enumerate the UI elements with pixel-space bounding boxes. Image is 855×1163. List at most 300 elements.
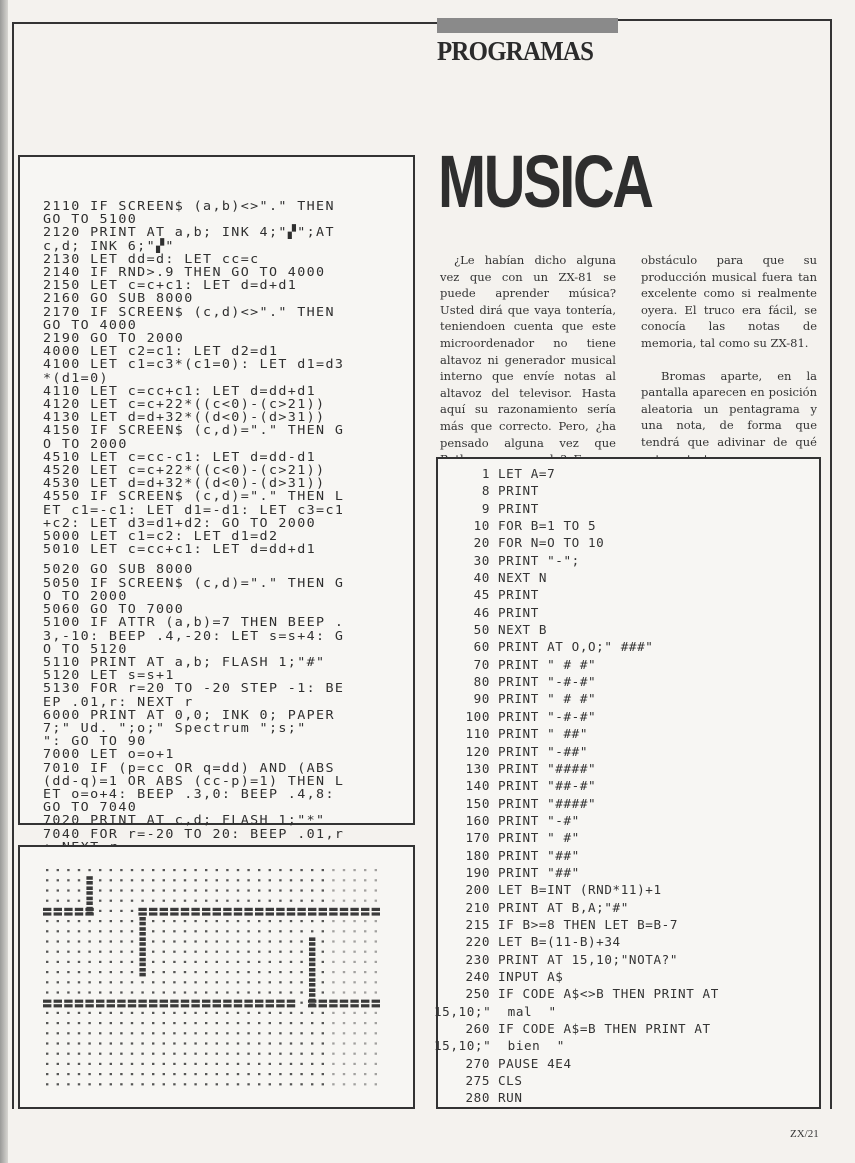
screen-dot [131,889,133,891]
screen-dot [152,920,154,922]
screen-dot [131,1032,133,1034]
staff-line-block [43,908,94,916]
wall-block [139,932,145,936]
screen-dot [46,1032,48,1034]
screen-dot [300,1012,302,1014]
screen-dot [322,900,324,902]
screen-dot [205,1053,207,1055]
screen-dot [78,889,80,891]
line-code: PRINT "##" [498,847,580,863]
screen-dot [216,869,218,871]
screen-dot [194,1012,196,1014]
screen-dot [247,1073,249,1075]
screen-dot [322,1053,324,1055]
line-number: 1 [481,466,490,481]
line-number: 10 [473,518,490,534]
wall-block [309,937,315,941]
code-line: 5130 FOR r=20 TO -20 STEP -1: BE [43,680,345,696]
screen-dot [120,1022,122,1024]
screen-dot [99,889,101,891]
wall-block [96,1000,104,1003]
code-line [454,812,719,829]
screen-dot [343,889,345,891]
wall-block [244,912,252,915]
screen-dot [78,1083,80,1085]
line-number: 40 [473,570,490,586]
screen-dot [152,930,154,932]
screen-dot [46,1022,48,1024]
screen-dot [258,1042,260,1044]
screen-dot [343,1012,345,1014]
screen-dot [120,920,122,922]
screen-dot [237,930,239,932]
line-number: 8 [481,483,490,499]
screen-dot [120,900,122,902]
screen-dot [163,991,165,993]
spectrum-code-listing [43,199,344,906]
line-number: 230 [465,951,490,967]
screen-dot [247,961,249,963]
wall-block [309,952,315,956]
code-line: 7000 LET o=o+1 [43,746,175,762]
screen-dot [141,1083,143,1085]
code-line: O TO 2000 [43,587,128,603]
screen-dot [332,961,334,963]
screen-dot [290,971,292,973]
screen-dot [364,951,366,953]
line-number: 250 [465,986,490,1002]
page-number: ZX/21 [790,1128,819,1140]
wall-block [255,1000,263,1003]
screen-dot [311,1032,313,1034]
code-line [454,708,719,725]
screen-dot [343,1022,345,1024]
screen-dot [247,900,249,902]
screen-dot [226,1083,228,1085]
screen-dot [78,940,80,942]
screen-dot [88,1063,90,1065]
screen-dot [332,889,334,891]
screen-dot [110,869,112,871]
screen-dot [332,1083,334,1085]
screen-dot [163,1073,165,1075]
screen-dot [226,1022,228,1024]
wall-block [234,912,242,915]
screen-dot [375,940,377,942]
screen-dot [311,1083,313,1085]
screen-dot [258,900,260,902]
code-line: 6000 PRINT AT 0,0; INK 0; PAPER [43,706,335,722]
screen-dot [237,1053,239,1055]
screen-dot [194,951,196,953]
screen-dot [78,1032,80,1034]
code-line: 2150 LET c=c+c1: LET d=d+d1 [43,277,298,293]
screen-dot [343,1063,345,1065]
screen-dot [46,889,48,891]
article-paragraph: Bromas aparte, en la pantalla aparecen en posición aleatoria un pentagrama y una nota, de forma que tendrá que adivinar de qué [641,368,817,449]
line-code: PRINT "-#" [498,812,580,828]
screen-dot [184,991,186,993]
screen-dot [131,900,133,902]
screen-dot [311,920,313,922]
screen-dot [46,1042,48,1044]
screen-dot [353,991,355,993]
screen-dot [364,1083,366,1085]
screen-dot [364,961,366,963]
zx81-code-listing [434,465,719,1107]
screen-dot [152,900,154,902]
screen-dot [322,930,324,932]
screen-dot [300,1022,302,1024]
code-line: 2170 IF SCREEN$ (c,d)<>"." THEN [43,303,335,319]
screen-dot [343,940,345,942]
screen-dot [311,889,313,891]
screen-dot [258,940,260,942]
screen-dot [300,869,302,871]
screen-dot [375,1053,377,1055]
screen-dot [110,1073,112,1075]
article-paragraph: obstáculo para que su producción musical fuera tan excelente como si realmente oyera. El truco era fácil, se conocía las notas de memoria, tal como su ZX-81. [641,253,817,350]
wall-block [213,912,221,915]
screen-dot [152,1073,154,1075]
screen-dot [216,1063,218,1065]
screen-dot [247,879,249,881]
code-line: c,d; INK 6;"▞" [43,237,175,253]
screen-dot [163,1042,165,1044]
screen-dot [237,1012,239,1014]
screen-dot [110,991,112,993]
screen-dot [88,991,90,993]
wall-block [181,912,189,915]
line-number: 50 [473,622,490,638]
line-number: 180 [465,847,490,863]
line-code: FOR B=1 TO 5 [498,518,597,534]
screen-dot [173,1053,175,1055]
screen-dot [216,951,218,953]
screen-dot [194,1083,196,1085]
frame-rule-right [830,19,832,1109]
screen-dot [131,951,133,953]
screen-dot [269,981,271,983]
line-code: PAUSE 4E4 [498,1055,572,1071]
screen-dot [322,1042,324,1044]
code-line: 5010 LET c=cc+c1: LET d=dd+d1 [43,541,317,557]
wall-block [340,912,348,915]
screen-dot [110,910,112,912]
screen-dot [375,1032,377,1034]
screen-dot [99,1063,101,1065]
screen-dot [184,971,186,973]
screen-dot [67,889,69,891]
screen-dot [88,1012,90,1014]
screen-dot [269,930,271,932]
screen-dot [343,879,345,881]
screen-dot [57,1032,59,1034]
code-line [454,673,719,690]
screen-dot [173,971,175,973]
screen-dot [184,1083,186,1085]
screen-dot [237,1073,239,1075]
line-code: LET B=INT (RND*11)+1 [498,882,662,898]
screen-dot [120,889,122,891]
screen-dot [247,869,249,871]
screen-dot [332,1022,334,1024]
screen-dot [131,1012,133,1014]
wall-block [64,908,72,911]
code-line [454,465,719,482]
code-line [454,552,719,569]
line-number: 130 [465,760,490,776]
code-line: 4150 IF SCREEN$ (c,d)="." THEN G [43,422,345,438]
frame-rule-left [12,22,14,1109]
wall-block [350,912,358,915]
line-code: PRINT " ##" [498,726,589,742]
screen-dot [375,991,377,993]
screen-dot [141,900,143,902]
wall-block [54,912,62,915]
screen-dot [332,1073,334,1075]
wall-block [361,912,369,915]
screen-dot [258,1032,260,1034]
line-number: 270 [465,1055,490,1071]
wall-block [308,1000,316,1003]
screen-dot [57,981,59,983]
line-number: 150 [465,795,490,811]
screen-dot [205,1022,207,1024]
screen-dot [205,940,207,942]
code-line [454,569,719,586]
code-line [454,968,719,985]
screen-dot [226,889,228,891]
screen-dot [46,991,48,993]
screen-dot [163,961,165,963]
screen-dot [247,1053,249,1055]
screen-dot [152,1063,154,1065]
screen-dot [163,940,165,942]
screen-dot [205,889,207,891]
wall-block [86,897,92,901]
screen-dot [343,920,345,922]
screen-dot [141,1053,143,1055]
wall-block [309,988,315,992]
screen-dot [279,1022,281,1024]
screen-dot [88,1032,90,1034]
screen-dot [78,1063,80,1065]
screen-dot [269,879,271,881]
wall-block [340,908,348,911]
screen-dot [290,1032,292,1034]
wall-block [309,983,315,987]
code-line [454,534,719,551]
screen-dot [216,1053,218,1055]
screen-dot [311,1012,313,1014]
screen-dot [237,961,239,963]
screen-dot [364,869,366,871]
screen-dot [226,1032,228,1034]
wall-block [223,908,231,911]
screen-dot [322,920,324,922]
wall-block [309,942,315,946]
screen-dot [120,961,122,963]
screen-dot [279,1063,281,1065]
screen-dot [78,1022,80,1024]
code-line: (dd-q)=1 OR ABS (cc-p)=1) THEN L [43,772,345,788]
screen-dot [353,930,355,932]
line-number: 120 [465,743,490,759]
line-code: PRINT "-#-#" [498,708,597,724]
screen-dot [290,930,292,932]
screen-dot [375,971,377,973]
screen-dot [46,951,48,953]
screen-dot [247,1022,249,1024]
wall-block [350,908,358,911]
wall-block [107,1000,115,1003]
screen-dot [300,900,302,902]
screen-dot [290,991,292,993]
wall-block [234,1004,242,1007]
code-line: GO TO 5100 [43,211,138,227]
screen-dot [57,991,59,993]
wall-block [54,1004,62,1007]
wall-block [86,876,92,880]
screen-dot [226,971,228,973]
screen-dot [216,930,218,932]
code-line [454,656,719,673]
screen-dot [173,900,175,902]
screen-dot [216,1012,218,1014]
screen-dot [152,961,154,963]
wall-block [276,1000,284,1003]
screen-dot [322,940,324,942]
line-code: IF CODE A$=B THEN PRINT AT [498,1021,711,1036]
screen-dot [184,1012,186,1014]
screen-dot [78,1053,80,1055]
code-line [454,795,719,812]
screen-dot [237,1022,239,1024]
screen-dot [290,889,292,891]
screen-dot [194,879,196,881]
wall-block [329,912,337,915]
screen-dot [194,1032,196,1034]
screen-dot [141,1073,143,1075]
wall-block [202,1000,210,1003]
frame-rule-top-right [618,19,832,21]
section-header-bar [437,18,618,33]
wall-block [191,908,199,911]
screen-dot [375,920,377,922]
screen-dot [88,951,90,953]
screen-dot [216,900,218,902]
screen-dot [99,920,101,922]
screen-dot [99,1073,101,1075]
screen-dot [353,1022,355,1024]
screen-dot [205,971,207,973]
screen-dot [131,869,133,871]
screen-dot [300,879,302,881]
screen-dot [279,1012,281,1014]
screen-dot [300,961,302,963]
code-line: 4130 LET d=d+32*((d<0)-(d>31)) [43,409,326,425]
screen-dot [258,1012,260,1014]
screen-dot [120,1053,122,1055]
wall-block [86,901,92,905]
screen-dot [247,1063,249,1065]
screen-dot [173,981,175,983]
screen-dot [46,930,48,932]
screen-dot [279,869,281,871]
screen-dot [226,900,228,902]
wall-block [139,948,145,952]
screen-dot [322,1012,324,1014]
screen-dot [163,1032,165,1034]
screen-dot [343,869,345,871]
article-column-2 [641,252,817,467]
wall-block [86,891,92,895]
wall-block [244,1004,252,1007]
screen-dot [120,971,122,973]
wall-block [149,912,157,915]
screen-dot [67,1063,69,1065]
screen-dot [269,991,271,993]
wall-block [372,1000,380,1003]
screen-dot [237,940,239,942]
screen-dot [343,930,345,932]
screen-dot [152,1032,154,1034]
screen-dot [120,879,122,881]
screen-dot [205,930,207,932]
screen-dot [67,961,69,963]
screen-dot [279,1042,281,1044]
screen-dot [163,900,165,902]
screen-dot [88,961,90,963]
line-number: 46 [473,604,490,620]
wall-block [128,1000,136,1003]
screen-dot [311,930,313,932]
screen-dot [205,951,207,953]
screen-dot [226,951,228,953]
code-line: 4530 LET d=d+32*((d<0)-(d>31)) [43,475,326,491]
screen-dot [290,1042,292,1044]
screen-dot [205,1042,207,1044]
screen-dot [375,1042,377,1044]
screen-dot [67,1032,69,1034]
wall-block [43,1004,51,1007]
screen-dot [131,910,133,912]
screen-dot [364,971,366,973]
wall-block [64,1000,72,1003]
screen-dot [258,991,260,993]
wall-block [138,908,146,911]
screen-dot [194,1022,196,1024]
wall-block [86,886,92,890]
screen-dot [184,981,186,983]
screen-dot [205,981,207,983]
screen-dot [57,961,59,963]
screen-dot [67,1042,69,1044]
screen-dot [290,951,292,953]
code-line: 7020 PRINT AT c,d; FLASH 1;"*" [43,812,326,828]
screen-dot [88,971,90,973]
screen-dot [78,879,80,881]
screen-dot [258,1053,260,1055]
wall-block [266,1004,274,1007]
screen-dot [311,1073,313,1075]
screen-dot [141,1012,143,1014]
screen-dot [322,879,324,881]
code-line: 5050 IF SCREEN$ (c,d)="." THEN G [43,574,345,590]
wall-block [86,907,92,911]
screen-dot [353,879,355,881]
